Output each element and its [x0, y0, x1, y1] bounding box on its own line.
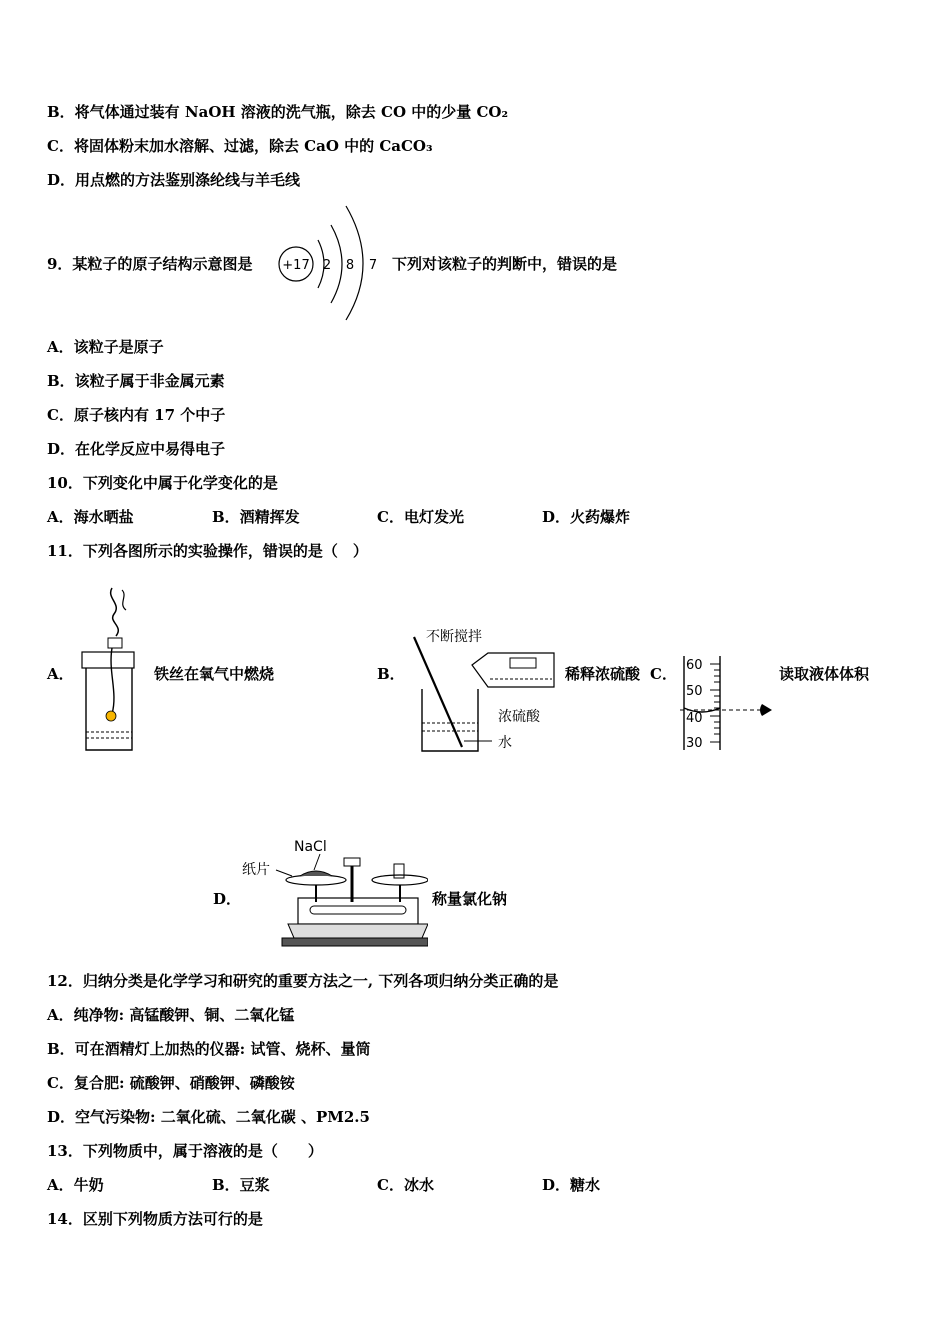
nucleus-charge: +17	[282, 258, 310, 273]
electron-shell-2	[331, 225, 342, 303]
q10-option-c: C．电灯发光	[377, 508, 464, 526]
shell-electrons-1: 2	[322, 258, 332, 273]
label-nacl: NaCl	[294, 839, 327, 855]
q13-option-b: B．豆浆	[212, 1176, 270, 1194]
q11-stem: 11．下列各图所示的实验操作，错误的是（ ）	[47, 542, 368, 560]
scale-40: 40	[686, 711, 703, 726]
label-conc-acid: 浓硫酸	[498, 709, 540, 725]
shell-electrons-2: 8	[345, 258, 355, 273]
spark	[106, 711, 116, 721]
q11-option-a-letter: A．	[47, 665, 74, 683]
scale-50: 50	[686, 684, 703, 699]
q11-option-d-letter: D．	[213, 890, 242, 908]
right-pan	[372, 875, 428, 885]
q11-option-c-caption: 读取液体体积	[779, 665, 870, 683]
q9-option-a: A．该粒子是原子	[47, 338, 164, 356]
q12-option-d: D．空气污染物: 二氧化硫、二氧化碳 、PM2.5	[47, 1108, 370, 1126]
q13-stem: 13．下列物质中，属于溶液的是（ ）	[47, 1142, 323, 1160]
pointer-top	[344, 858, 360, 866]
q12-option-b: B．可在酒精灯上加热的仪器: 试管、烧杯、量筒	[47, 1040, 371, 1058]
q8-option-b: B．将气体通过装有 NaOH 溶液的洗气瓶，除去 CO 中的少量 CO₂	[47, 103, 509, 121]
scale-60: 60	[686, 658, 703, 673]
bottle-mouth	[82, 652, 134, 668]
q11-option-b-letter: B．	[377, 665, 405, 683]
graduated-cylinder-figure	[680, 652, 784, 754]
q11-option-a-caption: 铁丝在氧气中燃烧	[154, 665, 275, 683]
atom-structure-diagram	[276, 200, 388, 322]
iron-wire-burning-figure	[78, 582, 158, 754]
q13-option-d: D．糖水	[542, 1176, 601, 1194]
q14-stem: 14．区别下列物质方法可行的是	[47, 1210, 263, 1228]
left-pan	[286, 875, 346, 885]
label-water: 水	[498, 735, 512, 751]
balance-weighing-figure	[238, 836, 428, 948]
q13-option-c: C．冰水	[377, 1176, 434, 1194]
q11-option-d-caption: 称量氯化钠	[432, 890, 508, 908]
q10-option-a: A．海水晒盐	[47, 508, 134, 526]
q12-option-a: A．纯净物: 高锰酸钾、铜、二氧化锰	[47, 1006, 295, 1024]
label-paper: 纸片	[242, 862, 270, 878]
q12-option-c: C．复合肥: 硫酸钾、硝酸钾、磷酸铵	[47, 1074, 295, 1092]
q8-option-c: C．将固体粉末加水溶解、过滤，除去 CaO 中的 CaCO₃	[47, 137, 433, 155]
label-stirring: 不断搅拌	[426, 629, 482, 645]
scale-30: 30	[686, 736, 703, 751]
q9-stem-prefix: 9．某粒子的原子结构示意图是	[47, 255, 253, 273]
q10-stem: 10．下列变化中属于化学变化的是	[47, 474, 278, 492]
iron-wire	[111, 648, 114, 714]
q9-option-c: C．原子核内有 17 个中子	[47, 406, 226, 424]
q13-option-a: A．牛奶	[47, 1176, 104, 1194]
q8-option-d: D．用点燃的方法鉴别涤纶线与羊毛线	[47, 171, 301, 189]
nacl-pile	[300, 871, 332, 876]
q9-option-d: D．在化学反应中易得电子	[47, 440, 226, 458]
q11-option-c-letter: C．	[650, 665, 677, 683]
q9-stem-suffix: 下列对该粒子的判断中，错误的是	[392, 255, 618, 273]
shell-electrons-3: 7	[368, 258, 378, 273]
q10-option-d: D．火药爆炸	[542, 508, 631, 526]
q9-option-b: B．该粒子属于非金属元素	[47, 372, 225, 390]
eye-icon	[760, 704, 772, 716]
crucible-tongs	[111, 588, 119, 636]
q11-option-b-caption: 稀释浓硫酸	[565, 665, 641, 683]
q12-stem: 12．归纳分类是化学学习和研究的重要方法之一, 下列各项归纳分类正确的是	[47, 972, 559, 990]
dilute-sulfuric-acid-figure	[406, 625, 564, 755]
weight	[394, 864, 404, 878]
balance-base	[288, 924, 428, 938]
q10-option-b: B．酒精挥发	[212, 508, 300, 526]
